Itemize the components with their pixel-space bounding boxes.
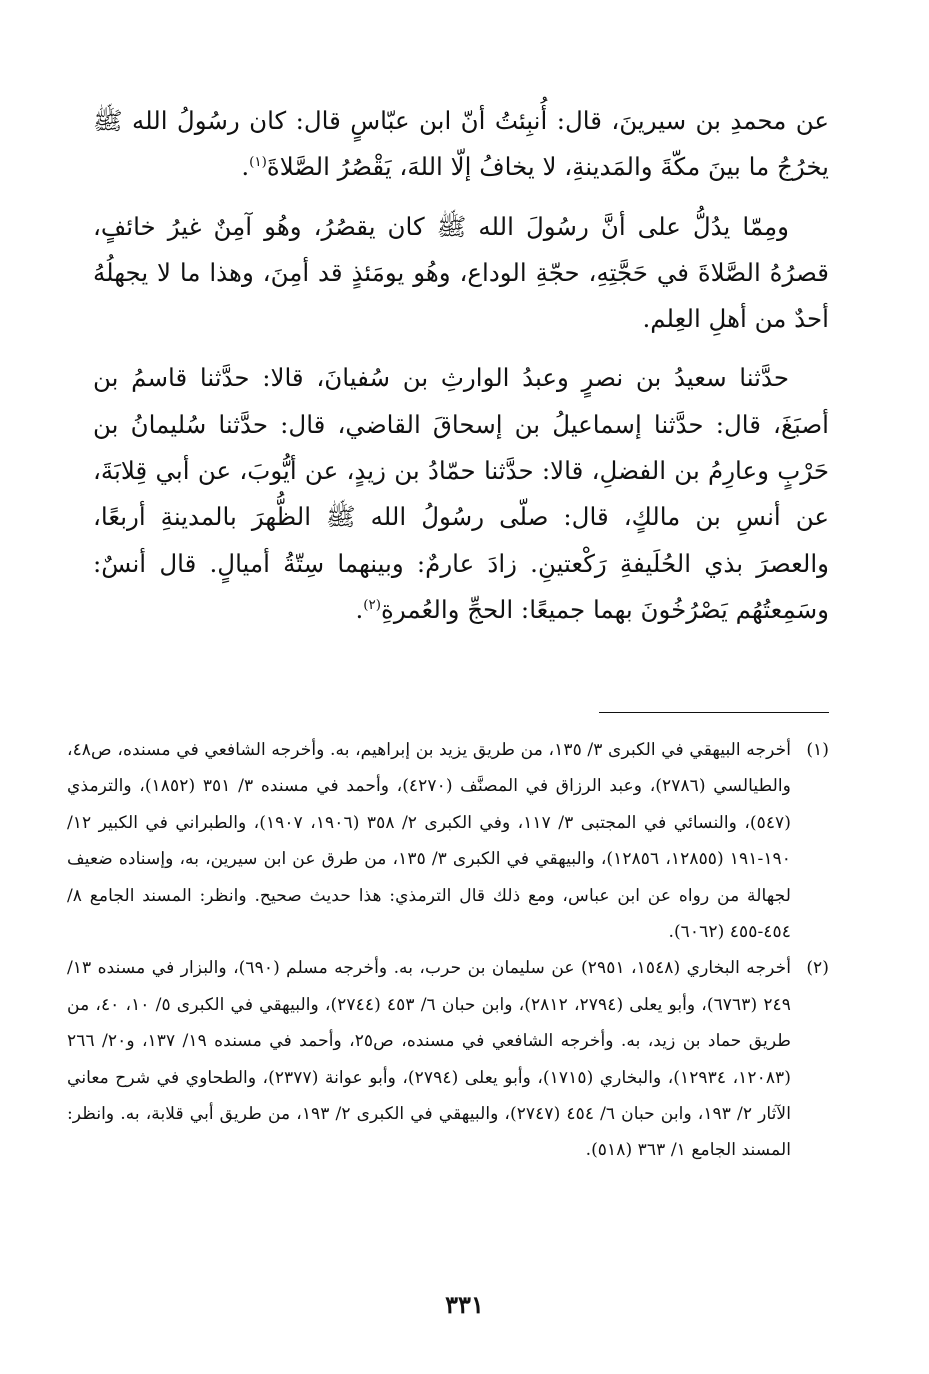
footnote-1 (67, 732, 829, 950)
paragraph-3: حدَّثنا سعيدُ بن نصرٍ وعبدُ الوارثِ بن سُفيانَ، قالا: حدَّثنا قاسمُ بن أصبَغَ، قال: حدَّثنا إسماعيلُ بن إسحاقَ القاضي، قال: حدَّثنا سُليمانُ بن حَرْبٍ وعارِمُ بن الفضلِ، قالا: حدَّثنا حمّادُ بن زيدٍ، عن أيُّوبَ، عن أبي قِلابَةَ، عن أنسِ بن مالكٍ، قال: صلّى رسُولُ الله ﷺ الظُّهرَ بالمدينةِ أربعًا، والعصرَ بذي الحُلَيفةِ رَكْعتينِ. زادَ عارمٌ: وبينهما سِتّةُ أميالٍ. قال أنسٌ: وسَمِعتُهُم يَصْرُخُونَ بهما جميعًا: الحجِّ والعُمرةِ$^{(٢)}$. (93, 363, 829, 624)
footnote-text: أخرجه البيهقي في الكبرى ٣/ ١٣٥، من طريق يزيد بن إبراهيم، به. وأخرجه الشافعي في مسنده، ص٤٨، والطيالسي (٢٧٨٦)، وعبد الرزاق في المصنَّف (٤٢٧٠)، وأحمد في مسنده ٣/ ٣٥١ (١٨٥٢)، والترمذي (٥٤٧)، والنسائي في المجتبى ٣/ ١١٧، وفي الكبرى ٢/ ٣٥٨ (١٩٠٦، ١٩٠٧)، والطبراني في الكبير ١٢/ ١٩٠-١٩١ (١٢٨٥٥، ١٢٨٥٦)، والبيهقي في الكبرى ٣/ ١٣٥، من طرق عن ابن سيرين، به، وإسناده ضعيف لجهالة من رواه عن ابن عباس، ومع ذلك قال الترمذي: هذا حديث صحيح. وانظر: المسند الجامع ٨/ ٤٥٤-٤٥٥ (٦٠٦٢). (67, 740, 792, 943)
footnote-separator (599, 712, 829, 713)
footnote-ref-2[interactable]: (٢) (363, 596, 382, 613)
paragraph-1: عن محمدِ بن سيرينَ، قال: أُنبِئتُ أنّ ابن عبّاسٍ قال: كان رسُولُ الله ﷺ يخرُجُ ما بينَ مكّةَ والمَدينةِ، لا يخافُ إلّا اللهَ، يَقْصُرُ الصَّلاةَ$^{(١)}$. (93, 106, 829, 182)
footnote-number: (٢) (806, 958, 829, 979)
footnote-text: أخرجه البخاري (١٥٤٨، ٢٩٥١) عن سليمان بن حرب، به. وأخرجه مسلم (٦٩٠)، والبزار في مسنده ١٣/ ٢٤٩ (٦٧٦٣)، وأبو يعلى (٢٧٩٤، ٢٨١٢)، وابن حبان ٦/ ٤٥٣ (٢٧٤٤)، والبيهقي في الكبرى ٥/ ١٠، ٤٠، من طريق حماد بن زيد، به. وأخرجه الشافعي في مسنده، ص٢٥، وأحمد في مسنده ١٩/ ١٣٧، و٢٠/ ٢٦٦ (١٢٠٨٣، ١٢٩٣٤)، والبخاري (١٧١٥)، وأبو يعلى (٢٧٩٤)، وأبو عوانة (٢٣٧٧)، والطحاوي في شرح معاني الآثار ٢/ ١٩٣، وابن حبان ٦/ ٤٥٤ (٢٧٤٧)، والبيهقي في الكبرى ٢/ ١٩٣، من طريق أبي قلابة، به. وانظر: المسند الجامع ١/ ٣٦٣ (٥١٨). (67, 958, 792, 1161)
footnote-number: (١) (806, 740, 829, 760)
footnotes (67, 732, 829, 1169)
footnote-2 (67, 950, 829, 1168)
paragraph-2: ومِمّا يدُلُّ على أنَّ رسُولَ الله ﷺ كان يقصُرُ، وهُو آمِنٌ غيرُ خائفٍ، قصرُهُ الصَّلاةَ في حَجَّتِهِ، حجّةِ الوداع، وهُو يومَئذٍ قد أمِنَ، وهذا ما لا يجهلُهُ أحدٌ من أهلِ العِلم. (93, 211, 829, 334)
footnote-ref-1[interactable]: (١) (249, 154, 267, 171)
page-number: ٣٣١ (445, 1290, 484, 1319)
main-text (93, 98, 829, 646)
